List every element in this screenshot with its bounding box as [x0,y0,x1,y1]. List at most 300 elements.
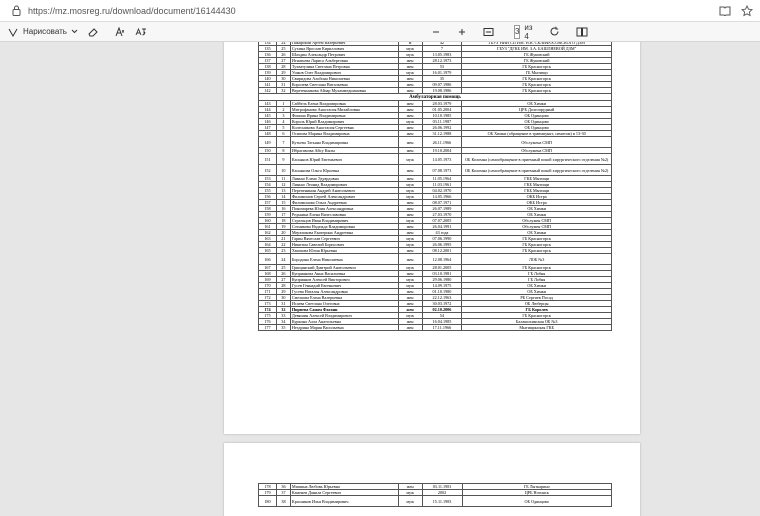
cell-birth-date: 08.07.1971 [422,200,462,206]
cell-group-number: 34 [276,319,290,325]
cell-full-name: Сухина Ярослав Кириллович [290,46,398,52]
cell-group-number: 28 [276,64,290,70]
cell-row-number: 174 [259,307,277,313]
cell-group-number: 20 [276,230,290,236]
cell-full-name: Гарин Вячеслав Сергеевич [290,236,398,242]
cell-sex: жен [398,131,422,137]
cell-hospital: ОБ Химки [462,212,612,218]
cell-hospital: Обслужен СМП [462,218,612,224]
cell-birth-date: 26.06.1992 [422,125,462,131]
cell-full-name: Грищинский Дмитрий Анатольевич [290,265,398,271]
cell-row-number: 154 [259,182,277,188]
cell-full-name: Фокина Ирина Владимировна [290,113,398,119]
cell-row-number: 167 [259,265,277,271]
cell-sex: жен [398,307,422,313]
cell-full-name: Касьянов Юрий Евгеньевич [290,154,398,165]
cell-full-name: Колесникова Анастасия Сергеевна [290,125,398,131]
cell-row-number: 136 [259,52,277,58]
cell-full-name: Красников Илья Владимирович [290,496,398,507]
cell-full-name: Касьянова Ольга Юрьевна [290,165,398,176]
cell-birth-date: 27.03.1970 [422,212,462,218]
cell-birth-date: 19.08.1986 [422,88,462,94]
cell-birth-date: 42 [422,42,462,46]
cell-hospital: ГКБ Мытищи [462,188,612,194]
rotate-icon[interactable] [549,22,560,42]
cell-birth-date: 53 [422,64,462,70]
cell-row-number: 143 [259,101,277,107]
cell-row-number: 153 [259,176,277,182]
cell-hospital: ОБ Одинцово [462,125,612,131]
cell-sex: жен [398,82,422,88]
cell-birth-date: 26.07.1989 [422,206,462,212]
cell-full-name: Пакарский Артем Валерьевич [290,42,398,46]
cell-sex: муж [398,46,422,52]
cell-hospital: ОБ Химки [462,289,612,295]
cell-full-name: Куркина Алла Анатольевна [290,319,398,325]
cell-group-number: 31 [276,82,290,88]
cell-hospital: ОБ Химки [462,283,612,289]
cell-sex: жен [398,301,422,307]
cell-hospital: ГКБ Мытищи [462,176,612,182]
cell-group-number: 29 [276,70,290,76]
cell-hospital: ОБ Одинцово [462,119,612,125]
cell-row-number: 147 [259,125,277,131]
cell-sex: жен [398,254,422,265]
cell-row-number: 162 [259,230,277,236]
cell-full-name: Куприянов Алексей Викторович [290,277,398,283]
cell-row-number: 144 [259,107,277,113]
pdf-toolbar [0,22,760,42]
cell-sex: жен [398,325,422,331]
cell-sex: жен [398,230,422,236]
cell-birth-date: 2002 [422,490,462,496]
cell-full-name: Девяшин Алексей Владимирович [290,313,398,319]
cell-hospital: ОБ Одинцово [462,496,611,507]
cell-full-name: Свиридова Альбина Николаевна [290,76,398,82]
cell-group-number: 7 [276,137,290,148]
cell-sex: жен [398,113,422,119]
cell-row-number: 142 [259,88,277,94]
cell-row-number: 168 [259,271,277,277]
fit-page-icon[interactable] [483,22,494,42]
cell-full-name: Король Юрий Владимирович [290,119,398,125]
cell-hospital: ГБ Красногорск [462,236,612,242]
cell-full-name: Ибрагимова Айсу Кызы [290,148,398,154]
cell-hospital: Обслужена СМП [462,137,612,148]
cell-full-name: Перепенинин Андрей Анатольевич [290,188,398,194]
zoom-in-icon[interactable] [457,22,467,42]
cell-row-number: 150 [259,148,277,154]
cell-group-number: 30 [276,76,290,82]
cell-sex: жен [398,176,422,182]
cell-hospital: ОКБ Истра [462,200,612,206]
cell-sex: муж [398,242,422,248]
cell-full-name: Пирвева Санам Фаганн [290,307,398,313]
cell-birth-date: 7 [422,46,462,52]
table-row [259,254,612,265]
cell-birth-date: 03.10.1981 [422,271,462,277]
cell-group-number: 36 [276,484,290,490]
page-view-icon[interactable] [576,22,588,42]
cell-hospital: ГБ Красногорск [462,313,612,319]
cell-sex: жен [398,248,422,254]
cell-birth-date: 26.04.1991 [422,224,462,230]
cell-group-number: 26 [276,271,290,277]
section-header-row [259,94,612,101]
text-size-icon[interactable] [115,22,127,42]
cell-hospital: ГБ Лобня [462,277,612,283]
cell-group-number: 25 [276,46,290,52]
cell-hospital: ГБ Мытищи [462,70,612,76]
lock-icon[interactable] [8,3,24,19]
cell-full-name: Гусева Наталья Александровна [290,289,398,295]
cell-row-number: 140 [259,76,277,82]
eraser-icon[interactable] [88,22,99,42]
cell-row-number: 176 [259,319,277,325]
cell-row-number: 135 [259,46,277,52]
translate-icon[interactable] [135,22,147,42]
cell-row-number: 180 [259,496,277,507]
cell-full-name: Линько Леонид Владимирович [290,182,398,188]
cell-row-number: 134 [259,42,277,46]
cell-birth-date: 26.06.1995 [422,242,462,248]
cell-sex: жен [398,224,422,230]
cell-full-name: Игнатьева Лариса Альбертовна [290,58,398,64]
cell-birth-date: 30.03.1972 [422,301,462,307]
cell-row-number: 146 [259,119,277,125]
cell-hospital: ГБ Жуковский [462,58,612,64]
cell-group-number: 5 [276,125,290,131]
cell-group-number: 28 [276,283,290,289]
cell-hospital: ГБ Красногорск [462,265,612,271]
cell-sex: жен [398,64,422,70]
cell-hospital: Балашихинская ОБ №3 [462,319,612,325]
cell-group-number: 15 [276,200,290,206]
draw-button-label[interactable]: Нарисовать [23,27,67,36]
cell-birth-date: 16.01.1979 [422,70,462,76]
cell-sex: жен [398,88,422,94]
cell-full-name: Ушков Олег Владимирович [290,70,398,76]
cell-row-number: 161 [259,224,277,230]
cell-hospital: ГБ Красногорск [462,248,612,254]
cell-full-name: Никитин Савелий Борисович [290,242,398,248]
cell-group-number: 23 [276,248,290,254]
cell-row-number: 170 [259,283,277,289]
cell-birth-date: 28.12.1973 [422,58,462,64]
cell-row-number: 137 [259,58,277,64]
cell-row-number: 169 [259,277,277,283]
cell-hospital: ГБУЗ"НИИ СП ИМ. Н.В. СКЛИФОСОВСКОГО ДЗМ [462,42,612,46]
cell-sex: жен [398,484,422,490]
cell-sex: жен [398,271,422,277]
cell-row-number: 156 [259,194,277,200]
cell-sex: жен [398,295,422,301]
cell-full-name: Бородина Елена Николаевна [290,254,398,265]
cell-full-name: Мишина Любовь Юрьевна [290,484,398,490]
cell-birth-date: 02.10.2006 [422,307,462,313]
cell-full-name: Филимонова Ольга Андреевна [290,200,398,206]
cell-birth-date: 13.05.1983 [422,52,462,58]
cell-birth-date: 11.05.1964 [422,176,462,182]
cell-sex: муж [398,490,422,496]
cell-row-number: 173 [259,301,277,307]
cell-sex: жен [398,148,422,154]
cell-full-name: Веретенникова Айзар Мухаммедшановна [290,88,398,94]
cell-sex: муж [398,277,422,283]
cell-hospital: ОБ Коломна (самообращение в приемный покой хирургического отделения №2) [462,154,612,165]
cell-group-number: 2 [276,107,290,113]
cell-group-number: 14 [276,194,290,200]
cell-birth-date: 22.12.1963 [422,295,462,301]
cell-full-name: Кутьева Татьяна Владимировна [290,137,398,148]
patients-table-continued [258,483,612,507]
patients-table [258,42,612,331]
cell-hospital: ГБ Красногорск [462,82,612,88]
table-row [259,154,612,165]
cell-birth-date: 17.11.1966 [422,325,462,331]
cell-birth-date: 03.11.1987 [422,119,462,125]
cell-sex: жен [398,58,422,64]
cell-row-number: 177 [259,325,277,331]
pdf-page-3 [224,42,640,434]
cell-birth-date: 14.05.1966 [422,194,462,200]
cell-row-number: 172 [259,295,277,301]
favorites-icon[interactable] [738,2,756,20]
cell-hospital: ЛОБ №3 [462,254,612,265]
cell-full-name: Хвагкова Юлия Юрьевна [290,248,398,254]
cell-group-number: 26 [276,52,290,58]
cell-hospital: ГБ Красногорск [462,88,612,94]
cell-hospital: Обслужена СМП [462,148,612,154]
cell-birth-date: 31.12.1988 [422,131,462,137]
cell-birth-date: 11.03.1961 [422,182,462,188]
cell-group-number: 19 [276,224,290,230]
cell-row-number: 179 [259,490,277,496]
cell-sex: муж [398,70,422,76]
cell-sex: муж [398,283,422,289]
cell-row-number: 148 [259,131,277,137]
cell-group-number: 33 [276,313,290,319]
cell-birth-date: 07.08.1973 [422,165,462,176]
cell-birth-date: 54 [422,313,462,319]
cell-group-number: 25 [276,265,290,271]
cell-group-number: 27 [276,58,290,64]
cell-full-name: Митрофанова Анастасия Михайловна [290,107,398,113]
cell-hospital: ЦРБ Ногинск [462,490,611,496]
cell-hospital: ОБ Люберцы [462,301,612,307]
cell-birth-date: 43 года [422,230,462,236]
cell-group-number: 8 [276,148,290,154]
cell-row-number: 166 [259,254,277,265]
cell-birth-date: 19.10.2004 [422,148,462,154]
cell-group-number: 32 [276,307,290,313]
cell-full-name: Стрельцов Иван Владимирович [290,218,398,224]
cell-birth-date: 09.07.1986 [422,82,462,88]
cell-row-number: 139 [259,70,277,76]
cell-group-number: 37 [276,490,290,496]
cell-row-number: 171 [259,289,277,295]
cell-birth-date: 29.06.1980 [422,277,462,283]
cell-birth-date: 07.06.1990 [422,236,462,242]
cell-group-number: 16 [276,206,290,212]
cell-group-number: 11 [276,176,290,182]
cell-sex: муж [398,182,422,188]
cell-full-name: Сайбель Елена Владимировна [290,101,398,107]
cell-birth-date: 26.11.1966 [422,137,462,148]
cell-row-number: 145 [259,113,277,119]
cell-row-number: 160 [259,218,277,224]
cell-hospital: Обслужен СМП [462,224,612,230]
cell-group-number: 1 [276,101,290,107]
cell-full-name: Сотникова Надежда Владимировна [290,224,398,230]
cell-sex: муж [398,218,422,224]
cell-full-name: Куприянова Анна Васильевна [290,271,398,277]
cell-hospital: ГКБ Мытищи [462,182,612,188]
cell-sex: муж [398,496,422,507]
cell-group-number: 9 [276,154,290,165]
zoom-out-icon[interactable] [431,22,441,42]
cell-full-name: Шахдин Александр Петрович [290,52,398,58]
cell-hospital: ГБ Красногорск [462,76,612,82]
cell-sex: м [398,42,422,46]
cell-full-name: Королева Светлана Витальевна [290,82,398,88]
cell-sex: жен [398,289,422,295]
cell-full-name: Каменев Данила Сергеевич [290,490,398,496]
immersive-reader-icon[interactable] [716,2,734,20]
cell-hospital: ОБ Химки [462,206,612,212]
cell-sex: муж [398,236,422,242]
cell-group-number: 27 [276,277,290,283]
page-number-input[interactable]: 3 [514,25,520,39]
cell-hospital: РБ Сергиев Посад [462,295,612,301]
cell-group-number: 6 [276,131,290,137]
cell-birth-date: 15.11.1983 [422,496,462,507]
cell-sex: муж [398,265,422,271]
cell-hospital: ОКБ Истра [462,194,612,200]
cell-sex: муж [398,188,422,194]
url-text[interactable]: https://mz.mosreg.ru/download/document/16144430 [28,5,236,16]
cell-group-number: 38 [276,496,290,507]
cell-full-name: Нездрина Мария Васильевна [290,325,398,331]
pdf-page-4 [224,443,640,516]
cell-sex: муж [398,194,422,200]
cell-group-number: 4 [276,119,290,125]
cell-group-number: 3 [276,113,290,119]
cell-row-number: 155 [259,188,277,194]
cell-group-number: 18 [276,218,290,224]
cell-group-number: 13 [276,188,290,194]
cell-birth-date: 10.10.1985 [422,113,462,119]
cell-group-number: 30 [276,295,290,301]
cell-birth-date: 03.11.1981 [422,484,462,490]
cell-sex: жен [398,200,422,206]
cell-row-number: 149 [259,137,277,148]
cell-hospital: ОБ Химки [462,230,612,236]
cell-hospital: ОБ Одинцово [462,113,612,119]
cell-full-name: Осипова Марина Владимировна [290,131,398,137]
cell-full-name: Филимонов Сергей Александрович [290,194,398,200]
table-row [259,131,612,137]
chevron-down-icon[interactable] [71,22,78,42]
cell-sex: муж [398,313,422,319]
cell-birth-date: 12.08.1964 [422,254,462,265]
cell-hospital: ГБУЗ "ДГКБ ИМ. З.А. БАШЛЯЕВОЙ ДЗМ" [462,46,612,52]
cell-hospital: ОБ Коломна (самообращение в приемный покой хирургического отделения №2) [462,165,612,176]
cell-group-number: 10 [276,165,290,176]
cell-birth-date: 35 [422,76,462,82]
cell-sex: муж [398,52,422,58]
cell-hospital: ГБ Лыткарино [462,484,611,490]
cell-sex: жен [398,212,422,218]
cell-sex: жен [398,206,422,212]
cell-birth-date: 16.04.1985 [422,319,462,325]
cell-full-name: Гусев Геннадий Евгеньевич [290,283,398,289]
cell-birth-date: 28.01.2005 [422,265,462,271]
cell-full-name: Редькина Елена Вячеславовна [290,212,398,218]
cell-hospital: ЦРБ Долгопрудный [462,107,612,113]
cell-sex: муж [398,154,422,165]
cell-full-name: Исаева Светлана Олеговна [290,301,398,307]
cell-row-number: 165 [259,248,277,254]
table-row [259,325,612,331]
cell-row-number: 138 [259,64,277,70]
cell-full-name: Мерзликова Екатерина Андреевна [290,230,398,236]
cell-hospital: ГБ Лобня [462,271,612,277]
cell-birth-date: 01.10.1980 [422,289,462,295]
cell-sex: жен [398,137,422,148]
cell-row-number: 159 [259,212,277,218]
cell-group-number: 29 [276,289,290,295]
draw-icon[interactable] [8,22,18,42]
cell-birth-date: 07.07.2005 [422,218,462,224]
cell-hospital: ГБ Красногорск [462,242,612,248]
cell-sex: жен [398,76,422,82]
cell-group-number: 21 [276,236,290,242]
table-row [259,137,612,148]
cell-row-number: 152 [259,165,277,176]
cell-full-name: Смелкова Елена Валерьевна [290,295,398,301]
cell-birth-date: 08.12.2001 [422,248,462,254]
cell-row-number: 158 [259,206,277,212]
cell-row-number: 178 [259,484,277,490]
table-row [259,165,612,176]
cell-full-name: Тухватулина Светлана Петровна [290,64,398,70]
table-row [259,496,612,507]
cell-sex: жен [398,125,422,131]
cell-group-number: 32 [276,88,290,94]
cell-row-number: 157 [259,200,277,206]
cell-sex: муж [398,119,422,125]
page-total: из 4 [524,22,533,41]
cell-group-number: 35 [276,325,290,331]
address-bar [0,0,760,22]
cell-hospital: Мытищинская ГКБ [462,325,612,331]
cell-group-number: 17 [276,212,290,218]
cell-hospital: ГБ Красногорск [462,64,612,70]
cell-birth-date: 14.05.1973 [422,154,462,165]
cell-group-number: 24 [276,42,290,46]
cell-sex: жен [398,101,422,107]
cell-row-number: 151 [259,154,277,165]
cell-sex: жен [398,107,422,113]
pdf-viewer[interactable] [0,42,760,516]
cell-sex: жен [398,165,422,176]
cell-hospital: ОБ Химки (обращение в травмпункт, симптом) в 13-30 [462,131,612,137]
cell-row-number: 164 [259,242,277,248]
cell-group-number: 12 [276,182,290,188]
cell-birth-date: 04.02.1970 [422,188,462,194]
cell-full-name: Пономарева Юлия Александровна [290,206,398,212]
